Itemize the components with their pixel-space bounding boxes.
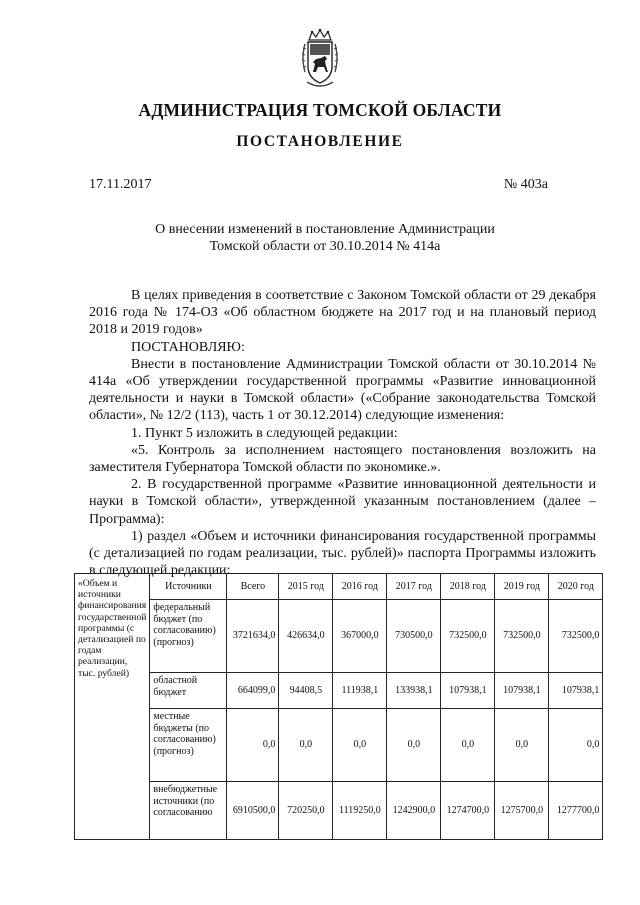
value-cell: 732500,0 [441,600,495,673]
document-body [89,287,596,579]
value-cell: 664099,0 [227,673,279,709]
subject-line-2: Томской области от 30.10.2014 № 414а [209,239,441,254]
table-header-cell: 2018 год [441,574,495,600]
value-cell: 107938,1 [549,673,603,709]
table-header-cell: 2020 год [549,574,603,600]
value-cell: 426634,0 [279,600,333,673]
body-paragraph-item-1: 1. Пункт 5 изложить в следующей редакции: [131,425,398,441]
table-header-row [75,574,603,600]
body-paragraph-item-5-text: «5. Контроль за исполнением настоящего постановления возложить на заместителя Губернатора Томской области по экономике.». [89,442,596,476]
value-cell: 732500,0 [549,600,603,673]
document-subject [150,221,500,255]
value-cell: 732500,0 [495,600,549,673]
value-cell: 0,0 [549,709,603,782]
source-cell: областной бюджет [150,673,227,709]
coat-of-arms-icon [299,28,341,90]
body-paragraph-preamble: В целях приведения в соответствие с Законом Томской области от 29 декабря 2016 года № 174-ОЗ «Об областном бюджете на 2017 год и на плановый период 2018 и 2019 годов» [89,288,596,338]
source-cell: внебюджетные источники (по согласованию [150,782,227,840]
body-paragraph-subitem-1: 1) раздел «Объем и источники финансирования государственной программы (с детализацией по годам реализации, тыс. рублей)» паспорта Программы изложить в следующей редакции: [89,528,596,579]
document-number: № 403а [503,177,548,192]
value-cell: 1275700,0 [495,782,549,840]
table-row [75,673,603,709]
table-row [75,782,603,840]
funding-table [74,573,603,840]
value-cell: 3721634,0 [227,600,279,673]
value-cell: 107938,1 [441,673,495,709]
value-cell: 0,0 [387,709,441,782]
value-cell: 0,0 [495,709,549,782]
value-cell: 0,0 [227,709,279,782]
value-cell: 367000,0 [333,600,387,673]
document-date: 17.11.2017 [89,177,152,192]
value-cell: 1277700,0 [549,782,603,840]
value-cell: 720250,0 [279,782,333,840]
source-cell: местные бюджеты (по согласованию) (прогноз) [150,709,227,782]
value-cell: 111938,1 [333,673,387,709]
value-cell: 107938,1 [495,673,549,709]
value-cell: 0,0 [333,709,387,782]
value-cell: 133938,1 [387,673,441,709]
body-paragraph-amendments: Внести в постановление Администрации Томской области от 30.10.2014 № 414а «Об утверждении государственной программы «Развитие инновационной деятельности и науки в Томской области» («Собрание законодательства Томской области», № 12/2 (113), часть 1 от 30.12.2014) следующие изменения: [89,356,596,424]
body-paragraph-item-2: 2. В государственной программе «Развитие инновационной деятельности и науки в Томской области», утвержденной указанным постановлением (далее – Программа): [89,477,596,527]
organization-title: АДМИНИСТРАЦИЯ ТОМСКОЙ ОБЛАСТИ [138,100,502,120]
table-header-cell: 2015 год [279,574,333,600]
table-header-cell: Источники [150,574,227,600]
table-row [75,600,603,673]
table-header-cell: 2016 год [333,574,387,600]
table-header-cell: Всего [227,574,279,600]
value-cell: 0,0 [279,709,333,782]
table-row [75,709,603,782]
table-header-cell: 2017 год [387,574,441,600]
value-cell: 6910500,0 [227,782,279,840]
value-cell: 730500,0 [387,600,441,673]
table-header-cell: 2019 год [495,574,549,600]
document-type: ПОСТАНОВЛЕНИЕ [236,133,404,150]
value-cell: 94408,5 [279,673,333,709]
value-cell: 1242900,0 [387,782,441,840]
value-cell: 1274700,0 [441,782,495,840]
table-section-title: «Объем и источники финансирования государственной программы (с детализацией по годам реализации, тыс. рублей) [75,574,150,840]
source-cell: федеральный бюджет (по согласованию) (прогноз) [150,600,227,673]
body-paragraph-decree: ПОСТАНОВЛЯЮ: [131,339,245,355]
subject-line-1: О внесении изменений в постановление Администрации [155,222,495,237]
value-cell: 0,0 [441,709,495,782]
value-cell: 1119250,0 [333,782,387,840]
